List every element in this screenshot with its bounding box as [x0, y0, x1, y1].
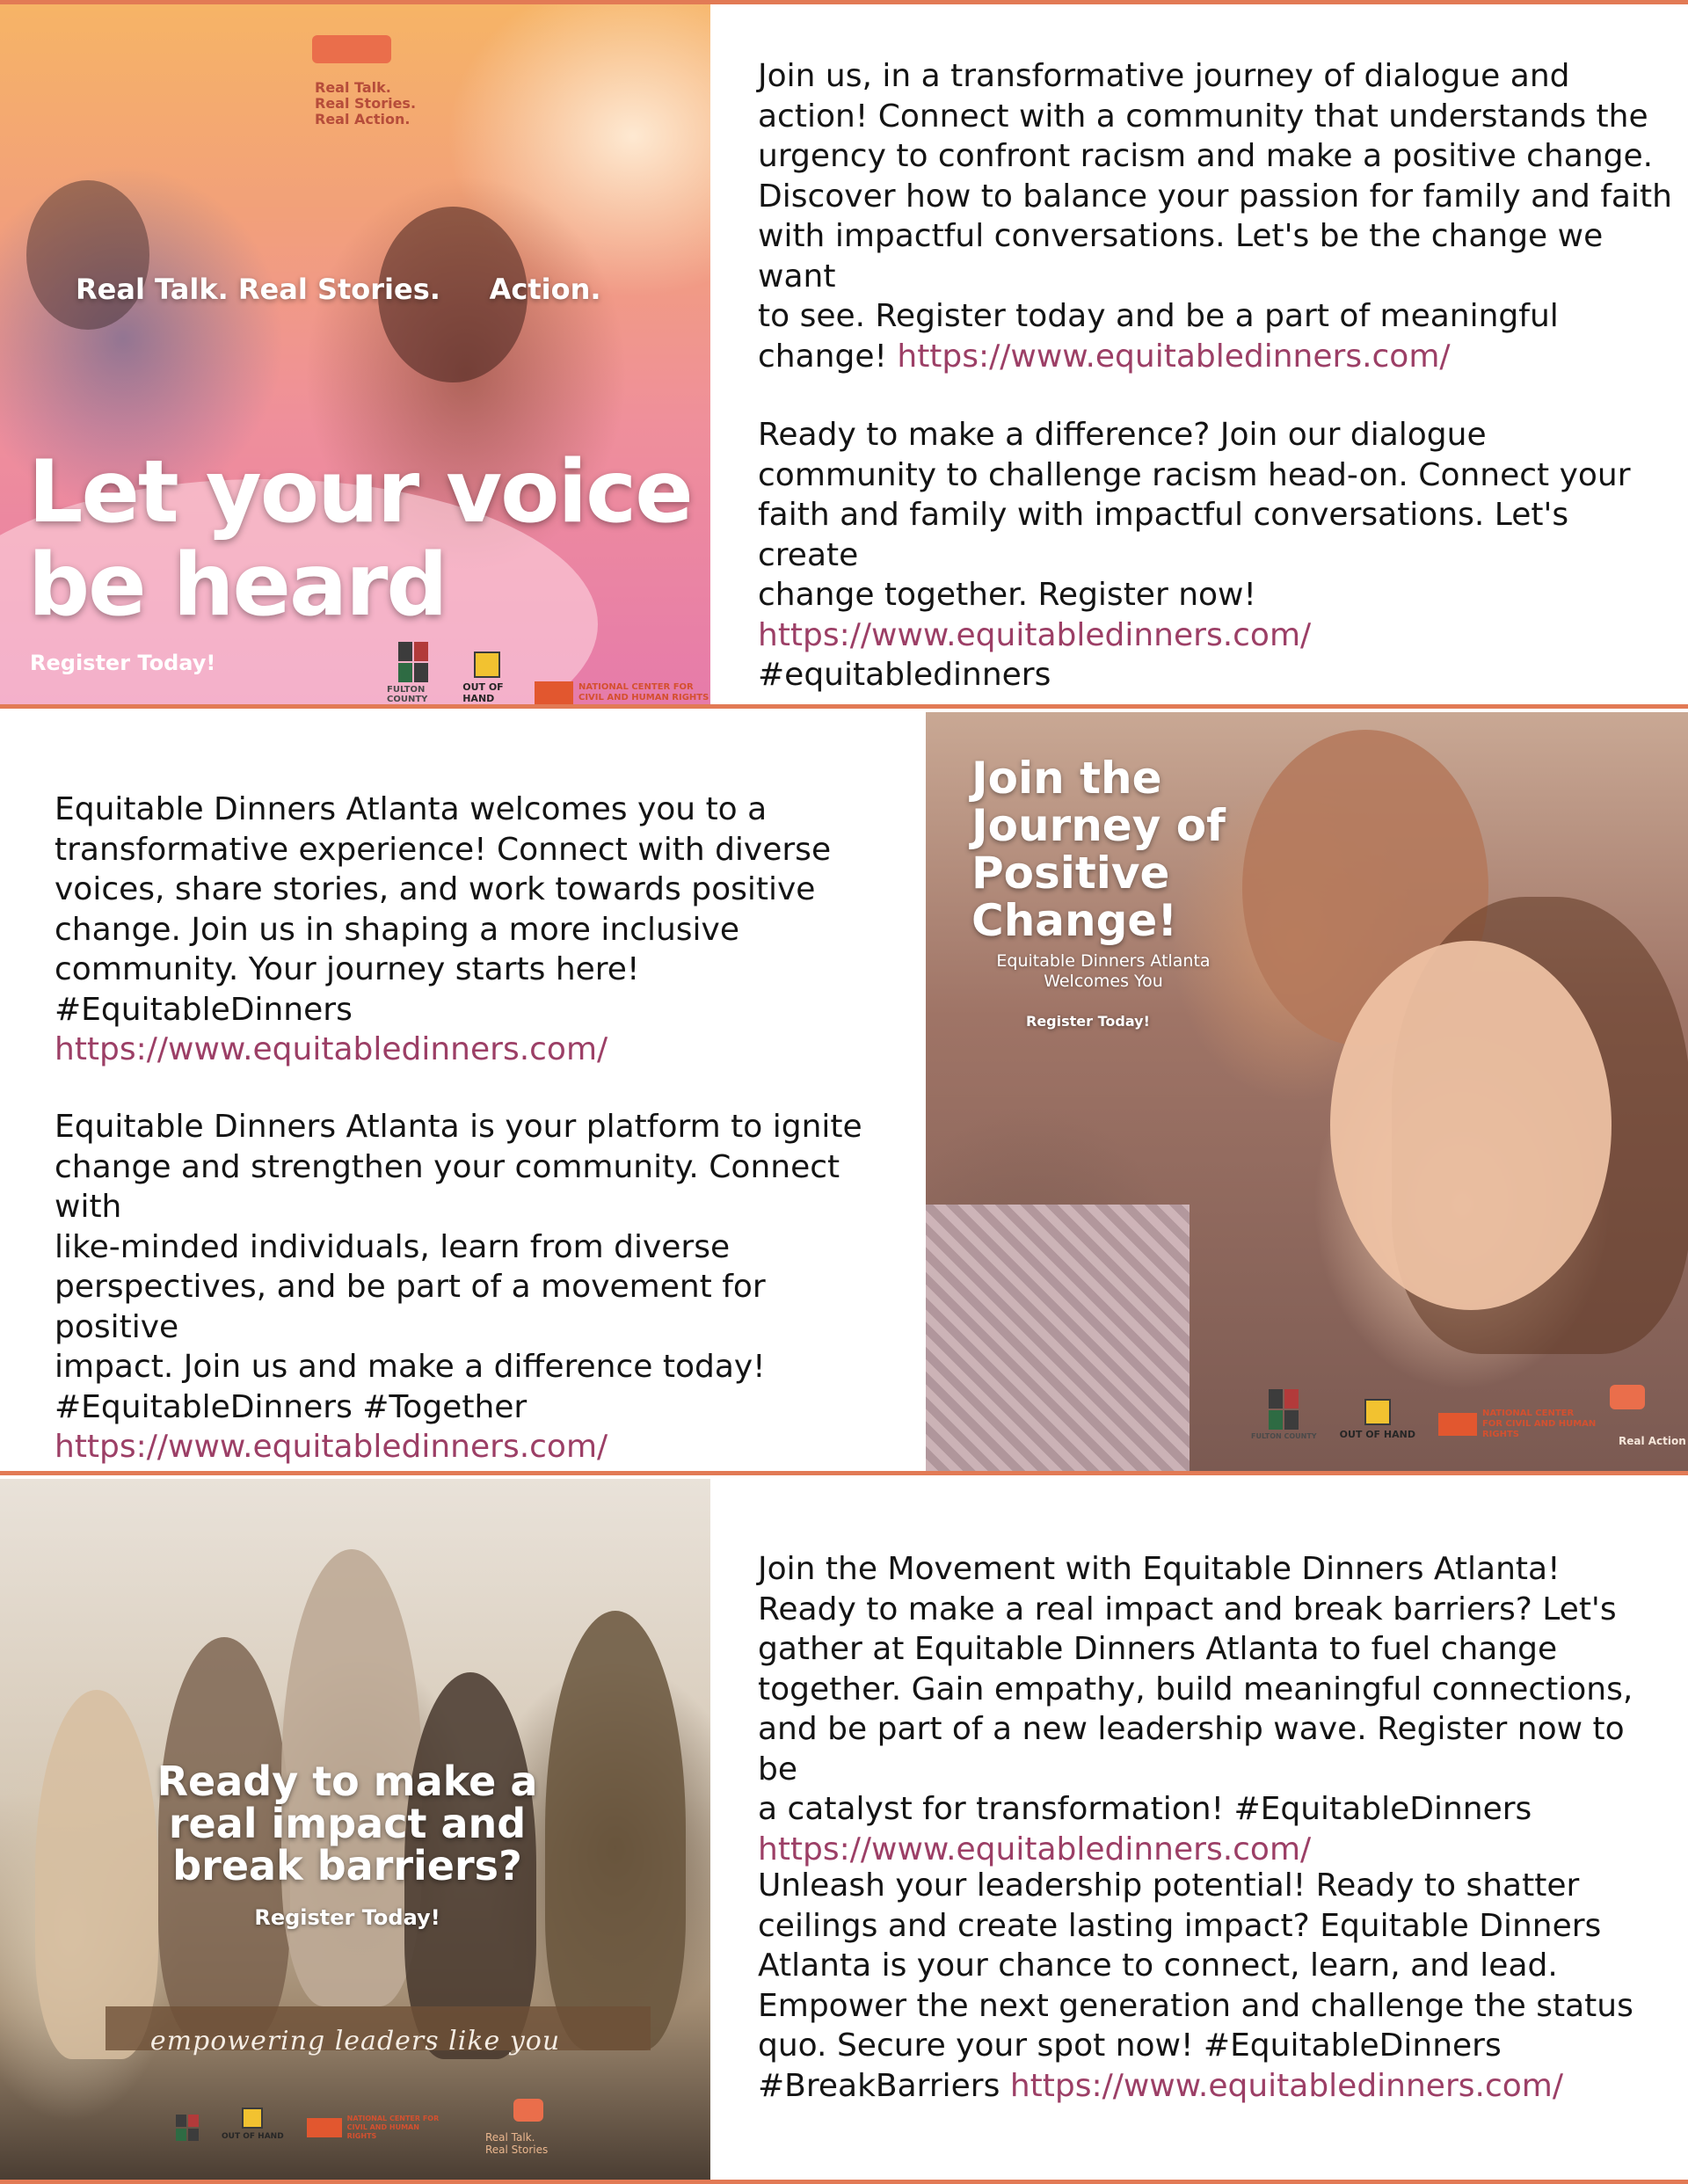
section-divider-1 — [0, 704, 1688, 709]
ncchr-logo-icon: NATIONAL CENTER FOR CIVIL AND HUMAN RIGHTS — [1438, 1409, 1597, 1440]
partner-logos: FULTON COUNTY OUT OF HAND NATIONAL CENTER FOR CIVIL AND HUMAN RIGHTS — [387, 642, 710, 704]
equitable-dinners-link[interactable]: https://www.equitabledinners.com/ — [1009, 2067, 1563, 2104]
image-subheadline: Equitable Dinners Atlanta Welcomes You — [996, 951, 1211, 991]
post-text-2b: Equitable Dinners Atlanta is your platform to ignite change and strengthen your community. Connect with like-minded individuals, learn from diverse perspectives, and be part of a movement for positive impact. Join us and make a difference today! #EquitableDinners #Together https://www.equitabledinners.com/ — [55, 1109, 862, 1465]
image-register-cta: Register Today! — [30, 651, 216, 675]
partner-logos: FULTON COUNTY OUT OF HAND NATIONAL CENTER FOR CIVIL AND HUMAN RIGHTS — [1251, 1389, 1597, 1440]
hashtag: #equitabledinners — [758, 657, 1051, 693]
equitable-dinners-link[interactable]: https://www.equitabledinners.com/ — [55, 1031, 608, 1067]
out-of-hand-logo-icon: OUT OF HAND — [222, 2108, 284, 2141]
brand-slogan: Real Talk. Real Stories. Real Action. — [315, 79, 417, 127]
promo-image-join-the-journey — [926, 712, 1688, 1471]
speech-bubble-logo-icon — [1610, 1385, 1645, 1409]
image-script-tagline: empowering leaders like you — [149, 2026, 561, 2057]
bottom-divider — [0, 2180, 1688, 2184]
post-text-3b: Unleash your leadership potential! Ready to shatter ceilings and create lasting impact? Equitable Dinners Atlanta is your chance to connect, learn, and lead. Empower the next generation and challenge the status quo. Secure your spot now! #EquitableDinners #BreakBarriers https://www.equitabledinners.com/ — [758, 1867, 1633, 2104]
image-register-cta: Register Today! — [1026, 1013, 1150, 1030]
post-text-2a: Equitable Dinners Atlanta welcomes you to a transformative experience! Connect with diverse voices, share stories, and work towards positive change. Join us in shaping a more inclusive community. Your journey starts here! #EquitableDinners https://www.equitabledinners.com/ — [55, 791, 832, 1067]
speech-bubble-logo-icon — [312, 35, 391, 63]
brand-slogan: Real Talk. Real Stories — [485, 2131, 549, 2156]
equitable-dinners-link[interactable]: https://www.equitabledinners.com/ — [758, 1831, 1312, 1867]
fulton-county-logo-icon — [398, 642, 428, 682]
fulton-county-logo-icon — [1269, 1389, 1299, 1430]
equitable-dinners-link[interactable]: https://www.equitabledinners.com/ — [758, 616, 1312, 653]
image-tagline: Real Talk. Real Stories. Action. — [76, 273, 601, 306]
post-text-1b: Ready to make a difference? Join our dialogue community to challenge racism head-on. Connect your faith and family with impactful conversations. Let's create change together. Register now! https://www.equitabledinners.com/ #equitabledinners — [758, 415, 1672, 695]
speech-bubble-logo-icon — [513, 2099, 543, 2122]
ncchr-logo-icon: NATIONAL CENTER FOR CIVIL AND HUMAN RIGHTS — [535, 681, 710, 704]
image-register-cta: Register Today! — [254, 1905, 440, 1930]
equitable-dinners-link[interactable]: https://www.equitabledinners.com/ — [897, 338, 1451, 375]
equitable-dinners-link[interactable]: https://www.equitabledinners.com/ — [55, 1429, 608, 1465]
partner-logos — [176, 2108, 444, 2141]
section-divider-2 — [0, 1471, 1688, 1475]
brand-slogan: Real Action — [1619, 1435, 1686, 1447]
ncchr-logo-icon: NATIONAL CENTER FOR CIVIL AND HUMAN RIGHTS — [307, 2115, 444, 2141]
post-text-3a: Join the Movement with Equitable Dinners Atlanta! Ready to make a real impact and break barriers? Let's gather at Equitable Dinners Atlanta to fuel change together. Gain empathy, build meaningful connections, and be part of a new leadership wave. Register now to be a catalyst for transformation! #EquitableDinners https://www.equitabledinners.com/ — [758, 1551, 1633, 1867]
image-headline: Let your voice be heard — [28, 442, 692, 636]
image-headline: Ready to make a real impact and break barriers? — [156, 1758, 538, 1889]
fulton-county-logo-icon — [176, 2115, 199, 2141]
promo-image-break-barriers — [0, 1479, 710, 2180]
out-of-hand-logo-icon: OUT OF HAND — [1340, 1399, 1415, 1440]
promo-image-let-your-voice-be-heard — [0, 4, 710, 704]
image-headline: Join the Journey of Positive Change! — [971, 753, 1226, 946]
out-of-hand-logo-icon: OUT OF HAND — [462, 652, 512, 704]
post-text-1a: Join us, in a transformative journey of dialogue and action! Connect with a community that understands the urgency to confront racism and make a positive change. Discover how to balance your passion for family and faith with impactful conversations. Let's be the change we want to see. Register today and be a part of meaningful change! https://www.equitabledinners.com/ — [758, 58, 1672, 375]
